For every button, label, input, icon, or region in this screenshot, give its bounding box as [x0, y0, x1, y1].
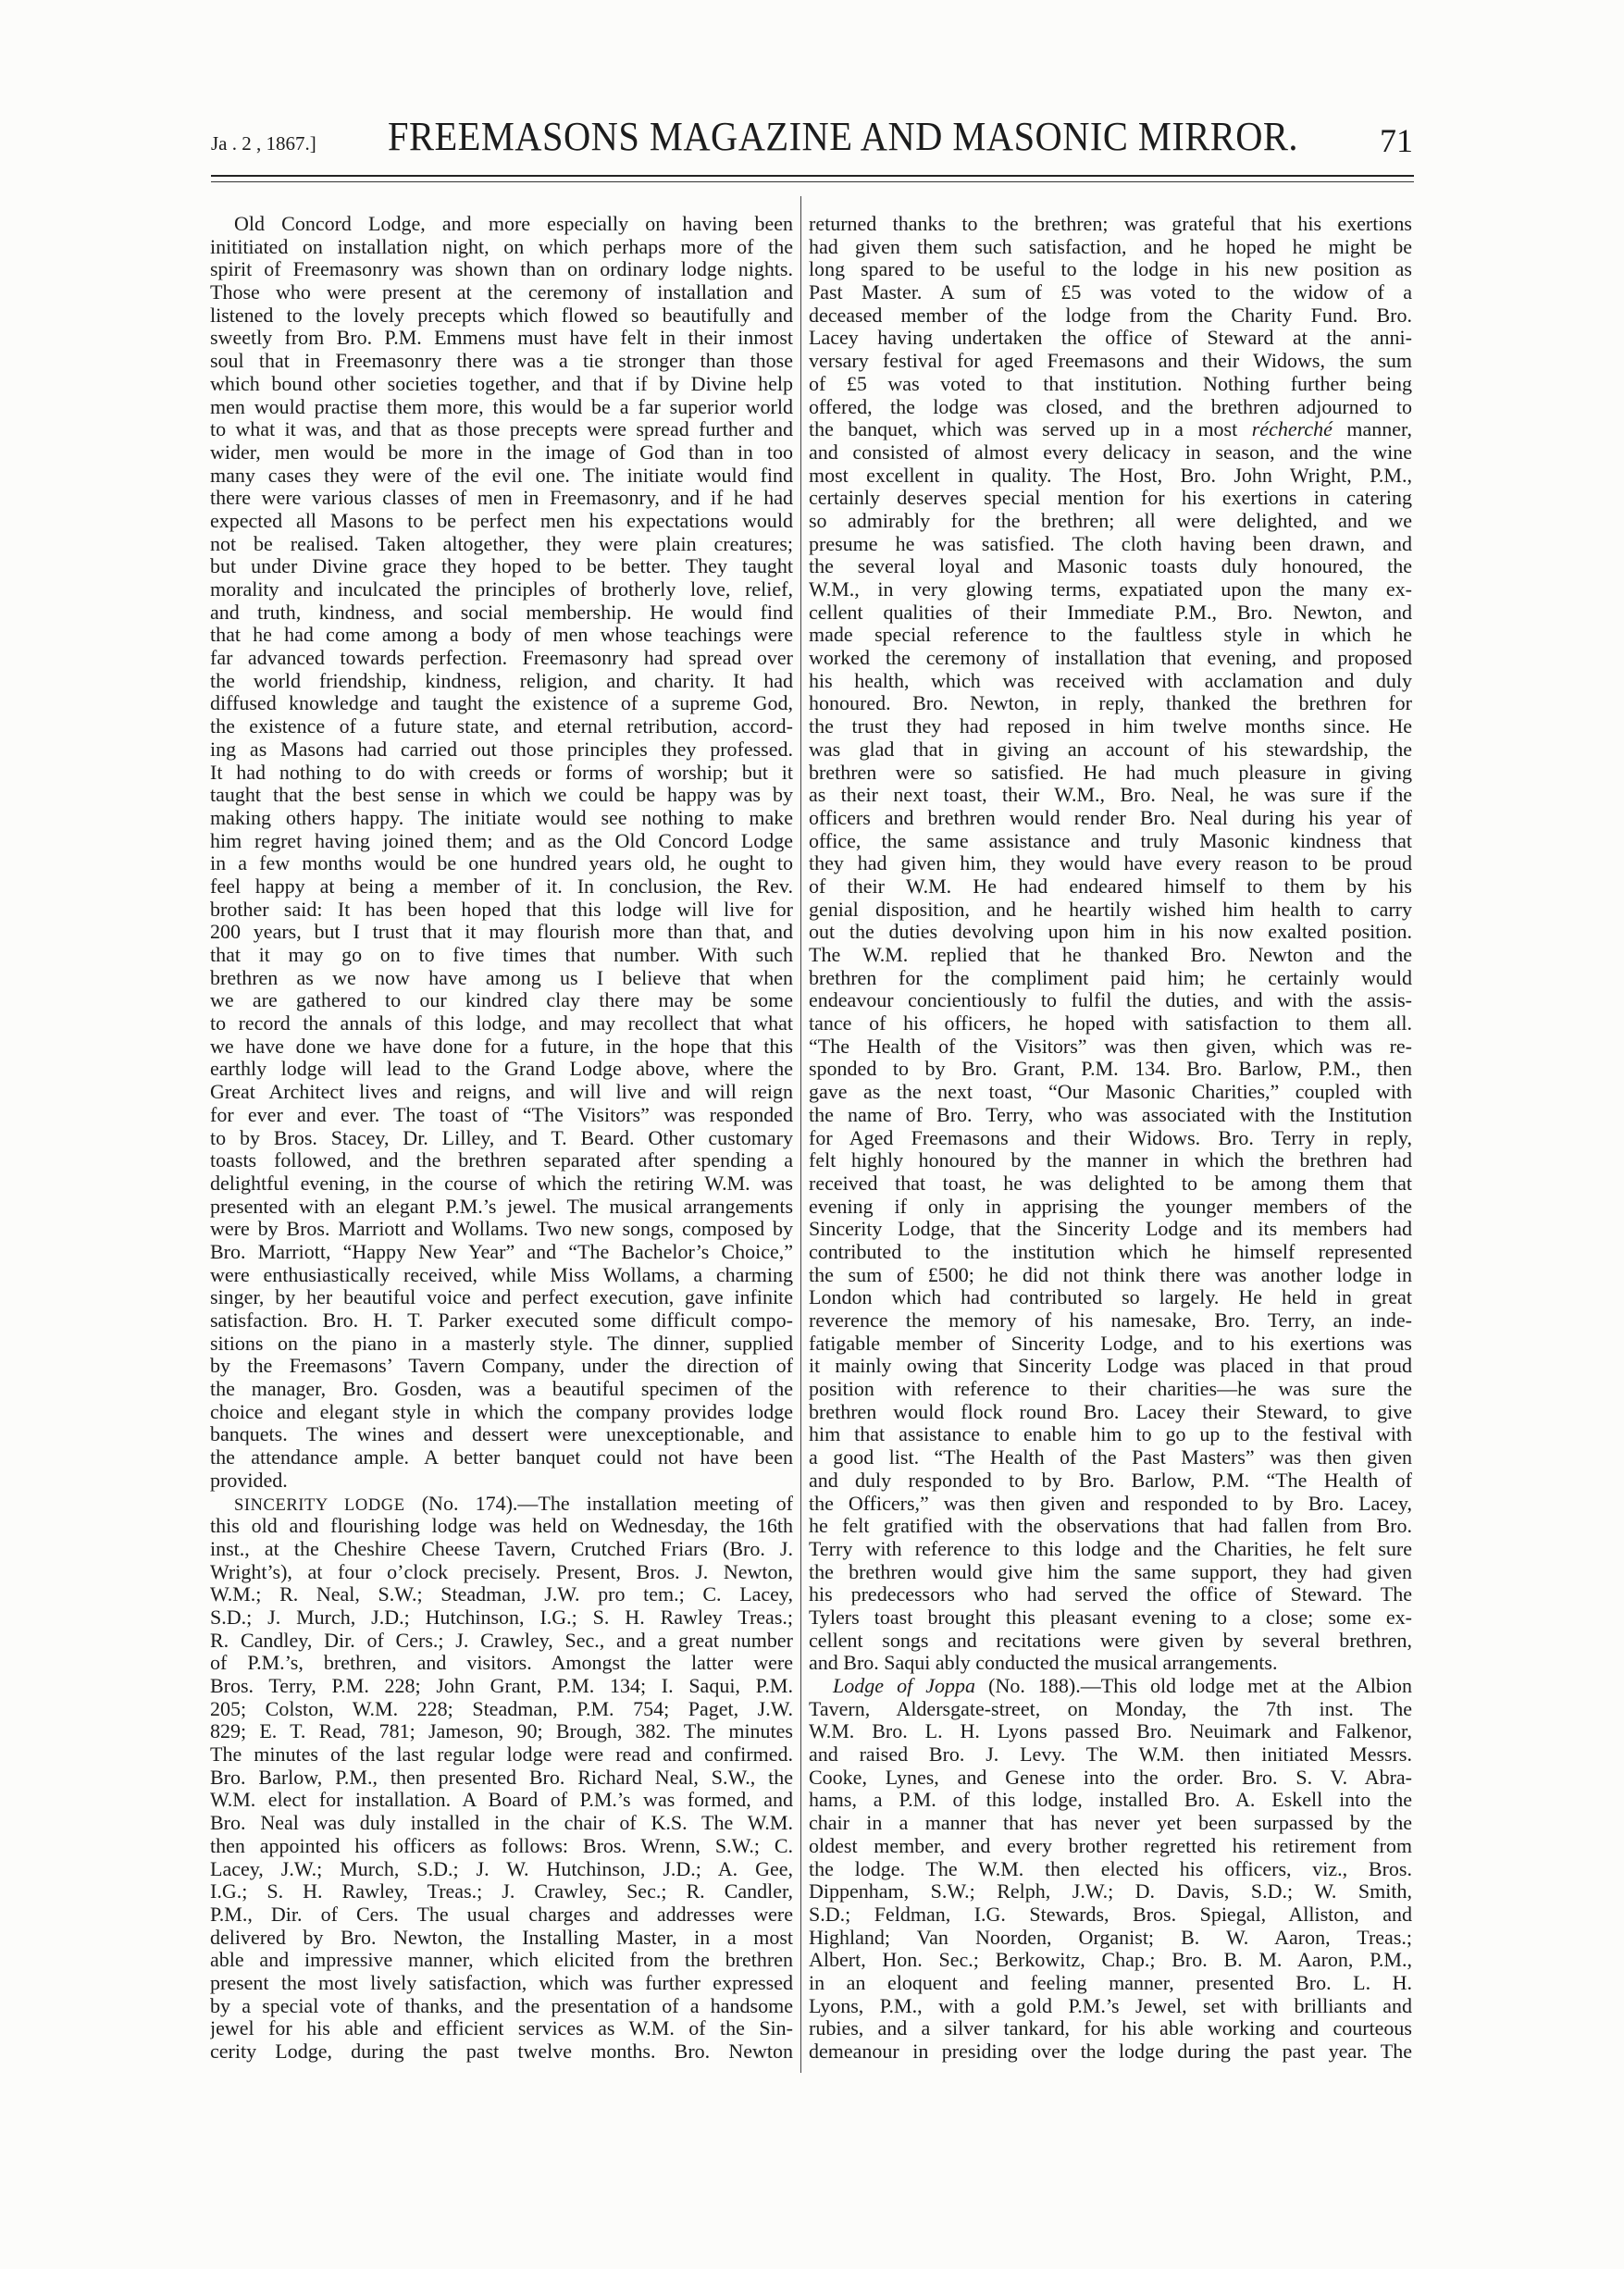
text-line: Lacey having undertaken the office of Steward at the anni-	[809, 327, 1412, 350]
text-line: feel happy at being a member of it. In conclusion, the Rev.	[210, 874, 793, 898]
text-line: The W.M. replied that he thanked Bro. Newton and the	[809, 944, 1412, 966]
text-line: inititiated on installation night, on which perhaps more of the	[210, 235, 793, 258]
text-line: It had nothing to do with creeds or forms of worship; but it	[210, 761, 793, 784]
text-line: brethren were so satisfied. He had much pleasure in giving	[809, 761, 1412, 784]
text-line: sweetly from Bro. P.M. Emmens must have felt in their inmost	[210, 327, 793, 350]
italic-text: Lodge of Joppa	[833, 1675, 976, 1697]
text-line: out the duties devolving upon him in his now exalted position.	[809, 921, 1412, 944]
text-line: not be realised. Taken altogether, they were plain creatures;	[210, 532, 793, 555]
text-line: deceased member of the lodge from the Charity Fund. Bro.	[809, 304, 1412, 327]
text-line: Lacey, J.W.; Murch, S.D.; J. W. Hutchinson, J.D.; A. Gee,	[210, 1857, 793, 1880]
text-line: him that assistance to enable him to go up to the festival with	[809, 1423, 1412, 1446]
text-line: men would practise them more, this would be a far superior world	[210, 395, 793, 418]
text-line: the manager, Bro. Gosden, was a beautiful specimen of the	[210, 1378, 793, 1401]
text-line: we are gathered to our kindred clay there may be some	[210, 989, 793, 1012]
text-line: this old and flourishing lodge was held on Wednesday, the 16th	[210, 1515, 793, 1538]
text-line: reverence the memory of his namesake, Bro. Terry, an inde-	[809, 1309, 1412, 1332]
text-line: to record the annals of this lodge, and may recollect that what	[210, 1012, 793, 1035]
text-line: making others happy. The initiate would see nothing to make	[210, 806, 793, 829]
text-line: that he had come among a body of men whose teachings were	[210, 624, 793, 647]
text-line: by the Freemasons’ Tavern Company, under the direction of	[210, 1355, 793, 1378]
text-line: in an eloquent and feeling manner, presented Bro. L. H.	[809, 1971, 1412, 1994]
text-line: taught that the best sense in which we could be happy was by	[210, 784, 793, 807]
text-line: W.M. elect for installation. A Board of P.M.’s was formed, and	[210, 1789, 793, 1812]
text-line: sponded to by Bro. Grant, P.M. 134. Bro. Barlow, P.M., then	[809, 1058, 1412, 1081]
text-line: satisfaction. Bro. H. T. Parker executed some difficult compo-	[210, 1309, 793, 1332]
text-segment: the banquet, which was served up in a most	[809, 418, 1252, 441]
text-line: offered, the lodge was closed, and the brethren adjourned to	[809, 395, 1412, 418]
text-line: certainly deserves special mention for his exertions in catering	[809, 487, 1412, 510]
text-line: the trust they had reposed in him twelve months since. He	[809, 715, 1412, 738]
text-line: morality and inculcated the principles of brotherly love, relief,	[210, 578, 793, 601]
header-rule	[211, 181, 1414, 182]
text-line: banquets. The wines and dessert were unexceptionable, and	[210, 1423, 793, 1446]
text-line: were by Bros. Marriott and Wollams. Two new songs, composed by	[210, 1218, 793, 1241]
text-line: returned thanks to the brethren; was grateful that his exertions	[809, 213, 1412, 235]
text-line: for ever and ever. The toast of “The Visitors” was responded	[210, 1103, 793, 1126]
text-segment: manner,	[1332, 418, 1412, 441]
text-line: hams, a P.M. of this lodge, installed Bro. A. Eskell into the	[809, 1789, 1412, 1812]
running-date: Ja . 2 , 1867.]	[211, 132, 316, 155]
text-segment: (No. 188).—This old lodge met at the Albion	[975, 1675, 1412, 1697]
text-line: wider, men would be more in the image of God than in too	[210, 440, 793, 464]
text-line: expected all Masons to be perfect men his expectations would	[210, 509, 793, 532]
text-line: had given them such satisfaction, and he hoped he might be	[809, 235, 1412, 258]
text-line: felt highly honoured by the manner in which the brethren had	[809, 1149, 1412, 1172]
text-line: R. Candley, Dir. of Cers.; J. Crawley, Sec., and a great number	[210, 1629, 793, 1652]
text-line: honoured. Bro. Newton, in reply, thanked the brethren for	[809, 692, 1412, 715]
text-line: Dippenham, S.W.; Relph, J.W.; D. Davis, S.D.; W. Smith,	[809, 1880, 1412, 1903]
text-line: officers and brethren would render Bro. Neal during his year of	[809, 806, 1412, 829]
lodge-heading: SINCERITY LODGE	[234, 1494, 405, 1514]
text-line: and truth, kindness, and social membership. He would find	[210, 601, 793, 624]
text-line: there were various classes of men in Freemasonry, and if he had	[210, 487, 793, 510]
italic-text: récherché	[1251, 418, 1333, 441]
text-line: able and impressive manner, which elicited from the brethren	[210, 1949, 793, 1972]
text-line: 829; E. T. Read, 781; Jameson, 90; Brough, 382. The minutes	[210, 1720, 793, 1743]
text-line: W.M., in very glowing terms, expatiated upon the many ex-	[809, 578, 1412, 601]
text-line: the brethren would give him the same support, they had given	[809, 1560, 1412, 1583]
text-line: London which had contributed so largely. He held in great	[809, 1286, 1412, 1309]
text-line: many cases they were of the evil one. The initiate would find	[210, 464, 793, 487]
left-column	[210, 213, 793, 2064]
text-line: provided.	[210, 1469, 288, 1492]
text-line: Terry with reference to this lodge and the Charities, he felt sure	[809, 1537, 1412, 1560]
text-line: his health, which was received with acclamation and duly	[809, 669, 1412, 692]
header-rule	[211, 175, 1414, 177]
text-line: of £5 was voted to that institution. Nothing further being	[809, 372, 1412, 395]
text-line: W.M.; R. Neal, S.W.; Steadman, J.W. pro tem.; C. Lacey,	[210, 1583, 793, 1606]
text-line: brethren would flock round Bro. Lacey their Steward, to give	[809, 1400, 1412, 1423]
text-line: presume he was satisfied. The cloth having been drawn, and	[809, 532, 1412, 555]
text-line: “The Health of the Visitors” was then given, which was re-	[809, 1035, 1412, 1058]
text-line: singer, by her beautiful voice and perfect execution, gave infinite	[210, 1286, 793, 1309]
text-line: office, the same assistance and truly Masonic kindness that	[809, 829, 1412, 852]
text-line: Albert, Hon. Sec.; Berkowitz, Chap.; Bro. B. M. Aaron, P.M.,	[809, 1949, 1412, 1972]
text-line: genial disposition, and he heartily wished him health to carry	[809, 898, 1412, 921]
text-line: chair in a manner that has never yet been surpassed by the	[809, 1812, 1412, 1835]
text-line: Lyons, P.M., with a gold P.M.’s Jewel, set with brilliants and	[809, 1994, 1412, 2017]
text-line: the existence of a future state, and eternal retribution, accord-	[210, 715, 793, 738]
text-line: Highland; Van Noorden, Organist; B. W. Aaron, Treas.;	[809, 1926, 1412, 1949]
text-line: brethren as we now have among us I believe that when	[210, 966, 793, 989]
text-line: gave as the next toast, “Our Masonic Charities,” coupled with	[809, 1081, 1412, 1104]
text-line: cerity Lodge, during the past twelve months. Bro. Newton	[210, 2040, 793, 2063]
text-line: in a few months would be one hundred years old, he ought to	[210, 852, 793, 875]
text-line: presented with an elegant P.M.’s jewel. The musical arrangements	[210, 1195, 793, 1218]
text-line: Old Concord Lodge, and more especially on having been	[234, 213, 793, 235]
masthead-title: FREEMASONS MAGAZINE AND MASONIC MIRROR.	[388, 114, 1298, 159]
text-line: were enthusiastically received, while Miss Wollams, a charming	[210, 1263, 793, 1286]
text-line: 200 years, but I trust that it may flourish more than that, and	[210, 921, 793, 944]
text-line: cellent songs and recitations were given by several brethren,	[809, 1629, 1412, 1652]
text-line: most excellent in quality. The Host, Bro. John Wright, P.M.,	[809, 464, 1412, 487]
text-line: contributed to the institution which he himself represented	[809, 1240, 1412, 1263]
text-line: oldest member, and every brother regretted his retirement from	[809, 1834, 1412, 1857]
text-line: Wright’s), at four o’clock precisely. Present, Bros. J. Newton,	[210, 1560, 793, 1583]
text-line: diffused knowledge and taught the existence of a supreme God,	[210, 692, 793, 715]
text-line: which bound other societies together, and that if by Divine help	[210, 372, 793, 395]
text-line: Past Master. A sum of £5 was voted to the widow of a	[809, 281, 1412, 304]
text-line	[210, 1493, 793, 1516]
text-line: the sum of £500; he did not think there was another lodge in	[809, 1263, 1412, 1286]
text-line: brother said: It has been hoped that this lodge will live for	[210, 898, 793, 921]
text-line: brethren for the compliment paid him; he certainly would	[809, 966, 1412, 989]
text-line: ing as Masons had carried out those principles they professed.	[210, 738, 793, 761]
text-line: cellent qualities of their Immediate P.M., Bro. Newton, and	[809, 601, 1412, 624]
text-line: a good list. “The Health of the Past Masters” was then given	[809, 1446, 1412, 1469]
text-line: delivered by Bro. Newton, the Installing Master, in a most	[210, 1926, 793, 1949]
text-line: versary festival for aged Freemasons and their Widows, the sum	[809, 350, 1412, 373]
text-line: and duly responded to by Bro. Barlow, P.M. “The Health of	[809, 1469, 1412, 1492]
text-line: Sincerity Lodge, that the Sincerity Lodge and its members had	[809, 1218, 1412, 1241]
text-line: sitions on the piano in a masterly style. The dinner, supplied	[210, 1332, 793, 1355]
text-line: and Bro. Saqui ably conducted the musical arrangements.	[809, 1652, 1278, 1675]
text-line: Bros. Terry, P.M. 228; John Grant, P.M. 134; I. Saqui, P.M.	[210, 1675, 793, 1697]
text-line: S.D.; J. Murch, J.D.; Hutchinson, I.G.; S. H. Rawley Treas.;	[210, 1606, 793, 1629]
text-line: Those who were present at the ceremony of installation and	[210, 281, 793, 304]
text-line: but under Divine grace they hoped to be better. They taught	[210, 555, 793, 578]
text-line: his predecessors who had served the office of Steward. The	[809, 1583, 1412, 1606]
text-line: S.D.; Feldman, I.G. Stewards, Bros. Spiegal, Alliston, and	[809, 1903, 1412, 1926]
text-line: he felt gratified with the observations that had fallen from Bro.	[809, 1515, 1412, 1538]
text-line: by a special vote of thanks, and the presentation of a handsome	[210, 1994, 793, 2017]
text-line: Bro. Marriott, “Happy New Year” and “The Bachelor’s Choice,”	[210, 1240, 793, 1263]
text-line: fatigable member of Sincerity Lodge, and to his exertions was	[809, 1332, 1412, 1355]
text-line: Great Architect lives and reigns, and will live and will reign	[210, 1081, 793, 1104]
text-line: spirit of Freemasonry was shown than on ordinary lodge nights.	[210, 258, 793, 281]
text-line: tance of his officers, he hoped with satisfaction to them all.	[809, 1012, 1412, 1035]
text-line: it mainly owing that Sincerity Lodge was placed in that proud	[809, 1355, 1412, 1378]
text-line: soul that in Freemasonry there was a tie stronger than those	[210, 350, 793, 373]
text-line: we have done we have done for a future, in the hope that this	[210, 1035, 793, 1058]
text-line: the several loyal and Masonic toasts duly honoured, the	[809, 555, 1412, 578]
text-line: Cooke, Lynes, and Genese into the order. Bro. S. V. Abra-	[809, 1766, 1412, 1789]
text-line: then appointed his officers as follows: Bros. Wrenn, S.W.; C.	[210, 1834, 793, 1857]
text-line: toasts followed, and the brethren separated after spending a	[210, 1149, 793, 1172]
text-line: so admirably for the brethren; all were delighted, and we	[809, 509, 1412, 532]
text-line: they had given him, they would have every reason to be proud	[809, 852, 1412, 875]
text-line: W.M. Bro. L. H. Lyons passed Bro. Neuimark and Falkenor,	[809, 1720, 1412, 1743]
text-line: Tavern, Aldersgate-street, on Monday, the 7th inst. The	[809, 1697, 1412, 1720]
text-line: earthly lodge will lead to the Grand Lodge above, where the	[210, 1058, 793, 1081]
text-line	[809, 1675, 1412, 1698]
text-line: far advanced towards perfection. Freemasonry had spread over	[210, 647, 793, 670]
text-line: as their next toast, their W.M., Bro. Neal, he was sure if the	[809, 784, 1412, 807]
text-line: Bro. Barlow, P.M., then presented Bro. Richard Neal, S.W., the	[210, 1766, 793, 1789]
text-line: present the most lively satisfaction, which was further expressed	[210, 1971, 793, 1994]
right-column	[809, 213, 1412, 2064]
text-line: and consisted of almost every delicacy in season, and the wine	[809, 440, 1412, 464]
text-line: long spared to be useful to the lodge in his new position as	[809, 258, 1412, 281]
text-line: the attendance ample. A better banquet could not have been	[210, 1446, 793, 1469]
text-line: jewel for his able and efficient services as W.M. of the Sin-	[210, 2017, 793, 2040]
text-line: to by Bros. Stacey, Dr. Lilley, and T. Beard. Other customary	[210, 1126, 793, 1149]
text-line: I.G.; S. H. Rawley, Treas.; J. Crawley, Sec.; R. Candler,	[210, 1880, 793, 1903]
text-line: P.M., Dir. of Cers. The usual charges and addresses were	[210, 1903, 793, 1926]
text-line: to what it was, and that as those precepts were spread further and	[210, 418, 793, 441]
text-line: of P.M.’s, brethren, and visitors. Amongst the latter were	[210, 1652, 793, 1675]
text-line: was glad that in giving an account of his stewardship, the	[809, 738, 1412, 761]
text-line: that it may go on to five times that number. With such	[210, 944, 793, 966]
text-line: and raised Bro. J. Levy. The W.M. then initiated Messrs.	[809, 1743, 1412, 1767]
text-line: made special reference to the faultless style in which he	[809, 624, 1412, 647]
text-line: of their W.M. He had endeared himself to them by his	[809, 874, 1412, 898]
text-line: for Aged Freemasons and their Widows. Bro. Terry in reply,	[809, 1126, 1412, 1149]
text-line: endeavour concientiously to fulfil the duties, and with the assis-	[809, 989, 1412, 1012]
text-line: the world friendship, kindness, religion, and charity. It had	[210, 669, 793, 692]
text-line: listened to the lovely precepts which flowed so beautifully and	[210, 304, 793, 327]
text-line: delightful evening, in the course of which the retiring W.M. was	[210, 1172, 793, 1195]
text-line: choice and elegant style in which the company provides lodge	[210, 1400, 793, 1423]
page-number: 71	[1380, 122, 1413, 159]
text-line: the lodge. The W.M. then elected his officers, viz., Bros.	[809, 1857, 1412, 1880]
text-line: Tylers toast brought this pleasant evening to a close; some ex-	[809, 1606, 1412, 1629]
column-divider	[800, 196, 801, 2073]
text-line: The minutes of the last regular lodge were read and confirmed.	[210, 1743, 793, 1767]
text-line: evening if only in apprising the younger members of the	[809, 1195, 1412, 1218]
text-line: inst., at the Cheshire Cheese Tavern, Crutched Friars (Bro. J.	[210, 1537, 793, 1560]
text-line	[809, 418, 1412, 441]
text-line: him regret having joined them; and as the Old Concord Lodge	[210, 829, 793, 852]
text-line: Bro. Neal was duly installed in the chair of K.S. The W.M.	[210, 1812, 793, 1835]
text-line: the Officers,” was then given and responded to by Bro. Lacey,	[809, 1492, 1412, 1515]
text-line: the name of Bro. Terry, who was associated with the Institution	[809, 1103, 1412, 1126]
text-line: received that toast, he was delighted to be among them that	[809, 1172, 1412, 1195]
text-line: worked the ceremony of installation that evening, and proposed	[809, 647, 1412, 670]
text-line: position with reference to their charities—he was sure the	[809, 1378, 1412, 1401]
text-segment: (No. 174).—The installation meeting of	[404, 1492, 793, 1515]
text-line: 205; Colston, W.M. 228; Steadman, P.M. 754; Paget, J.W.	[210, 1697, 793, 1720]
text-line: demeanour in presiding over the lodge during the past year. The	[809, 2040, 1412, 2063]
text-line: rubies, and a silver tankard, for his able working and courteous	[809, 2017, 1412, 2040]
